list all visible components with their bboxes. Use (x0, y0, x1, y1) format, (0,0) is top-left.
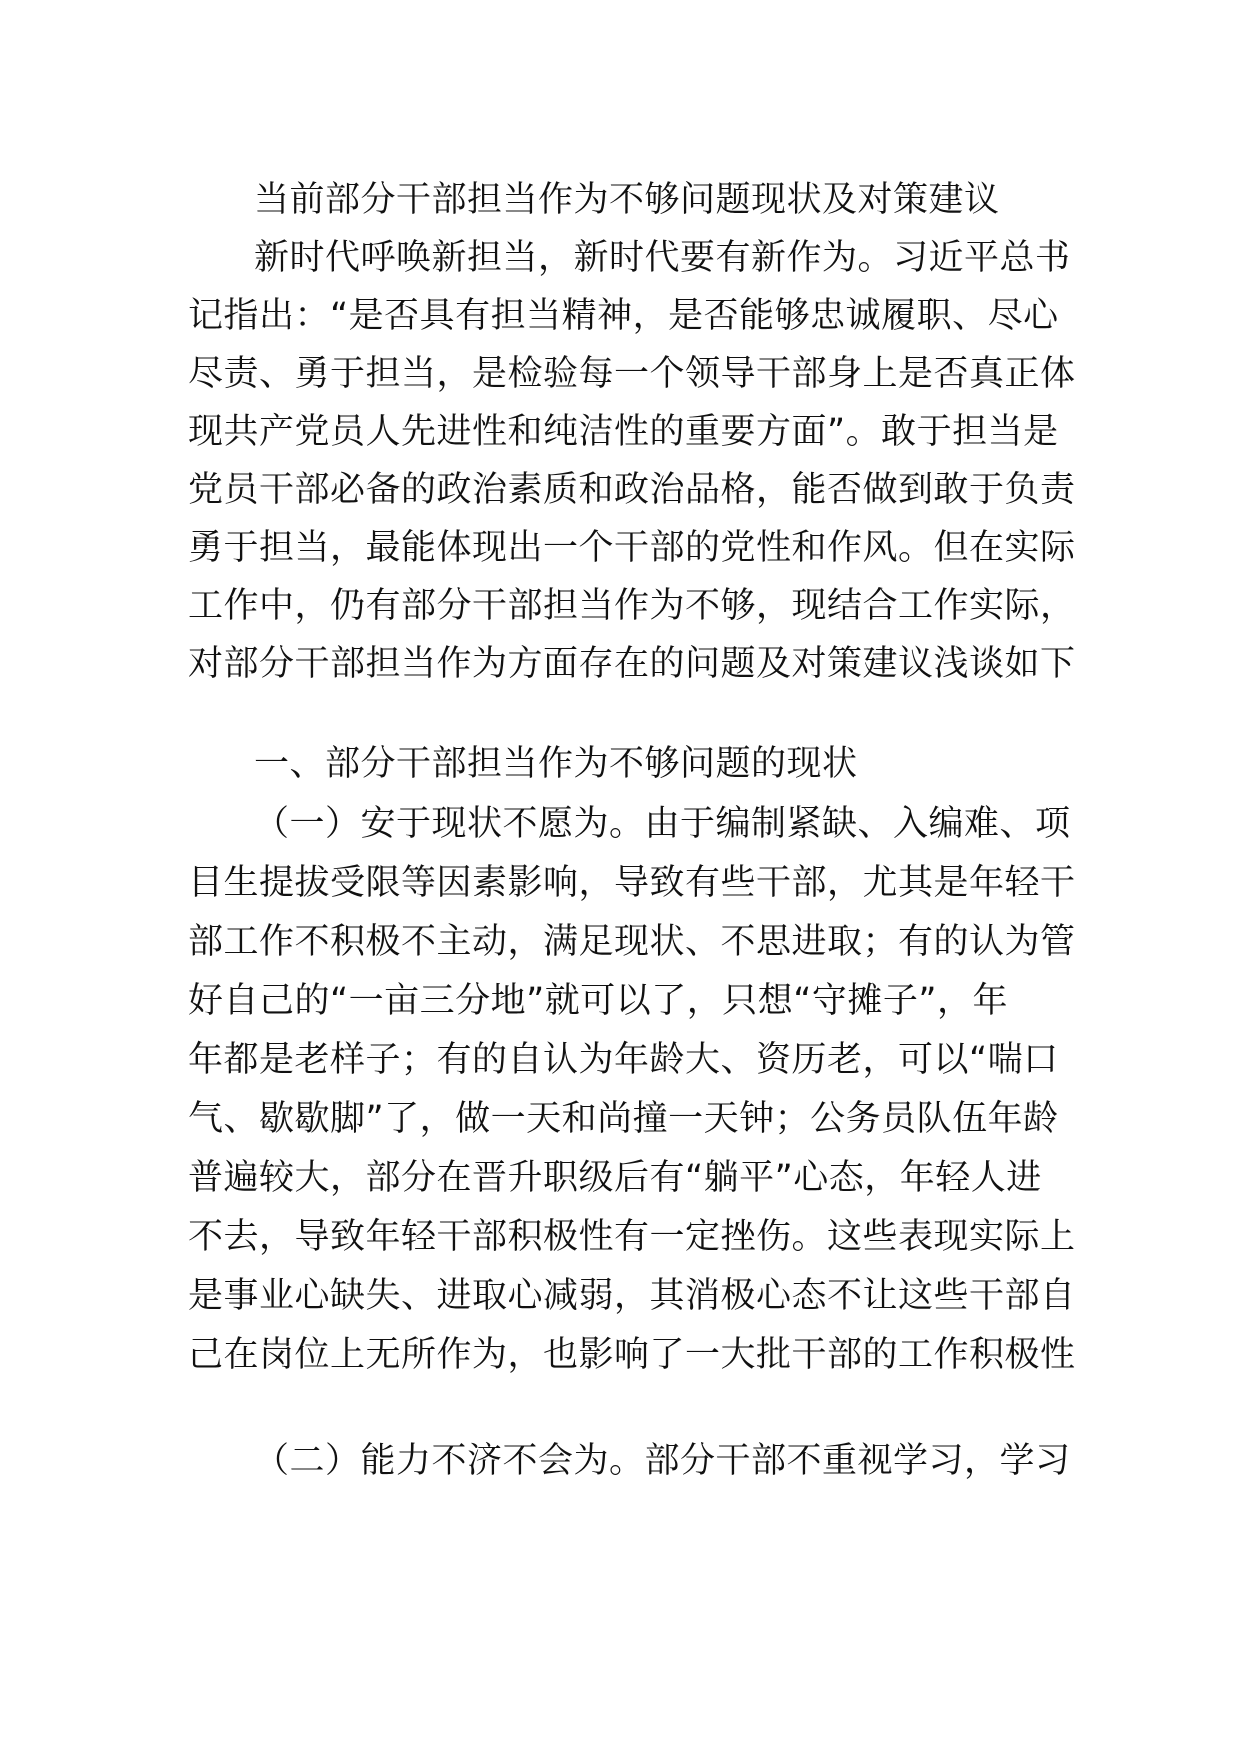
intro-line: 现共产党员人先进性和纯洁性的重要方面”。敢于担当是 (188, 412, 1059, 452)
paragraph-line: 部工作不积极不主动，满足现状、不思进取；有的认为管 (188, 922, 1076, 962)
paragraph-line: 是事业心缺失、进取心减弱，其消极心态不让这些干部自 (188, 1276, 1076, 1316)
intro-line: 新时代呼唤新担当，新时代要有新作为。习近平总书 (254, 238, 1071, 278)
section-heading: 一、部分干部担当作为不够问题的现状 (254, 744, 858, 784)
paragraph-line: 不去，导致年轻干部积极性有一定挫伤。这些表现实际上 (188, 1217, 1076, 1257)
paragraph-line: 年都是老样子；有的自认为年龄大、资历老，可以“喘口 (188, 1040, 1059, 1080)
intro-line: 勇于担当，最能体现出一个干部的党性和作风。但在实际 (188, 528, 1076, 568)
paragraph-line: 好自己的“一亩三分地”就可以了，只想“守摊子”，年 (188, 981, 1009, 1021)
intro-line: 党员干部必备的政治素质和政治品格，能否做到敢于负责 (188, 470, 1076, 510)
paragraph-line: 己在岗位上无所作为，也影响了一大批干部的工作积极性 (188, 1335, 1076, 1375)
document-title: 当前部分干部担当作为不够问题现状及对策建议 (254, 180, 1000, 220)
intro-line: 尽责、勇于担当，是检验每一个领导干部身上是否真正体 (188, 354, 1076, 394)
paragraph-line: 目生提拔受限等因素影响，导致有些干部，尤其是年轻干 (188, 863, 1076, 903)
paragraph-line: 气、歇歇脚”了，做一天和尚撞一天钟；公务员队伍年龄 (188, 1099, 1059, 1139)
paragraph-line: （二）能力不济不会为。部分干部不重视学习，学习 (254, 1441, 1071, 1481)
intro-line: 记指出：“是否具有担当精神，是否能够忠诚履职、尽心 (188, 296, 1059, 336)
paragraph-line: 普遍较大，部分在晋升职级后有“躺平”心态，年轻人进 (188, 1158, 1042, 1198)
intro-line: 对部分干部担当作为方面存在的问题及对策建议浅谈如下 (188, 644, 1076, 684)
intro-line: 工作中，仍有部分干部担当作为不够，现结合工作实际， (188, 586, 1076, 626)
paragraph-line: （一）安于现状不愿为。由于编制紧缺、入编难、项 (254, 804, 1071, 844)
